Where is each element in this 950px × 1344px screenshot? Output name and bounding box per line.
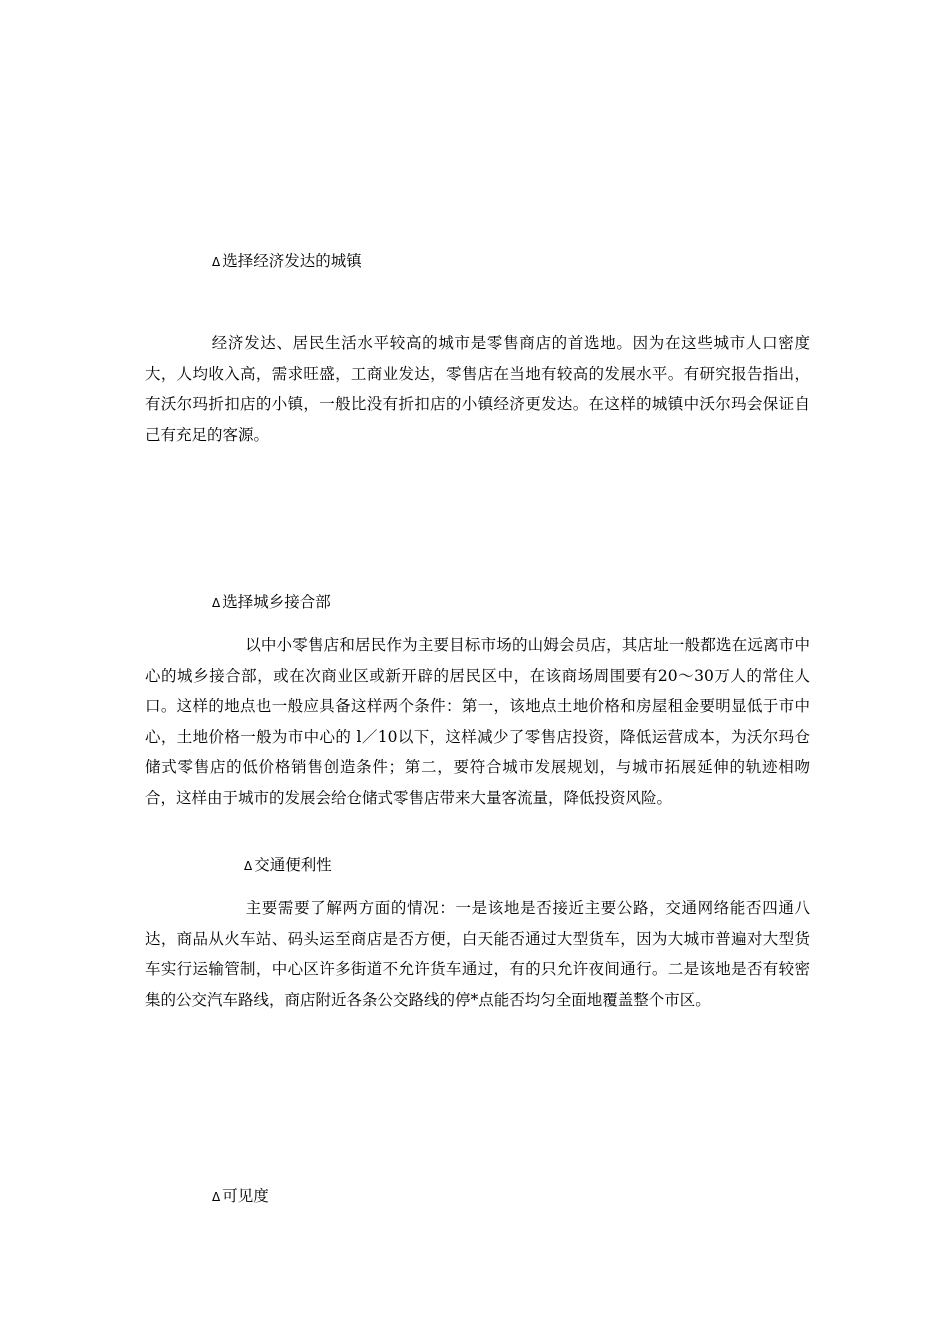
section-3-heading bbox=[244, 855, 332, 876]
heading-text: 交通便利性 bbox=[254, 856, 332, 874]
section-4-heading bbox=[212, 1186, 269, 1207]
section-1-paragraph bbox=[145, 328, 810, 450]
heading-text: 可见度 bbox=[222, 1187, 269, 1205]
paragraph-text: 主要需要了解两方面的情况：一是该地是否接近主要公路，交通网络能否四通八达，商品从火车站、码头运至商店是否方便，白天能否通过大型货车，因为大城市普遍对大型货车实行运输管制，中心区许多街道不允许货车通过，有的只允许夜间通行。二是该地是否有较密集的公交汽车路线，商店附近各条公交路线的停*点能否均匀全面地覆盖整个市区。 bbox=[145, 899, 810, 1009]
section-2-paragraph bbox=[145, 630, 810, 813]
triangle-bullet-icon: Δ bbox=[212, 596, 221, 610]
triangle-bullet-icon: Δ bbox=[212, 255, 221, 269]
section-1-heading bbox=[212, 251, 362, 272]
paragraph-text: 经济发达、居民生活水平较高的城市是零售商店的首选地。因为在这些城市人口密度大，人均收入高，需求旺盛，工商业发达，零售店在当地有较高的发展水平。有研究报告指出，有沃尔玛折扣店的小镇，一般比没有折扣店的小镇经济更发达。在这样的城镇中沃尔玛会保证自己有充足的客源。 bbox=[145, 334, 810, 444]
section-2-heading bbox=[212, 592, 331, 613]
section-3-paragraph bbox=[145, 893, 810, 1015]
heading-text: 选择经济发达的城镇 bbox=[222, 252, 362, 270]
triangle-bullet-icon: Δ bbox=[244, 859, 253, 873]
heading-text: 选择城乡接合部 bbox=[222, 593, 331, 611]
triangle-bullet-icon: Δ bbox=[212, 1190, 221, 1204]
paragraph-text: 以中小零售店和居民作为主要目标市场的山姆会员店，其店址一般都选在远离市中心的城乡接合部，或在次商业区或新开辟的居民区中，在该商场周围要有20～30万人的常住人口。这样的地点也一般应具备这样两个条件：第一，该地点土地价格和房屋租金要明显低于市中心，土地价格一般为市中心的 l／10以下，这样减少了零售店投资，降低运营成本，为沃尔玛仓储式零售店的低价格销售创造条件；第二，要符合城市发展规划，与城市拓展延伸的轨迹相吻合，这样由于城市的发展会给仓储式零售店带来大量客流量，降低投资风险。 bbox=[145, 636, 810, 807]
